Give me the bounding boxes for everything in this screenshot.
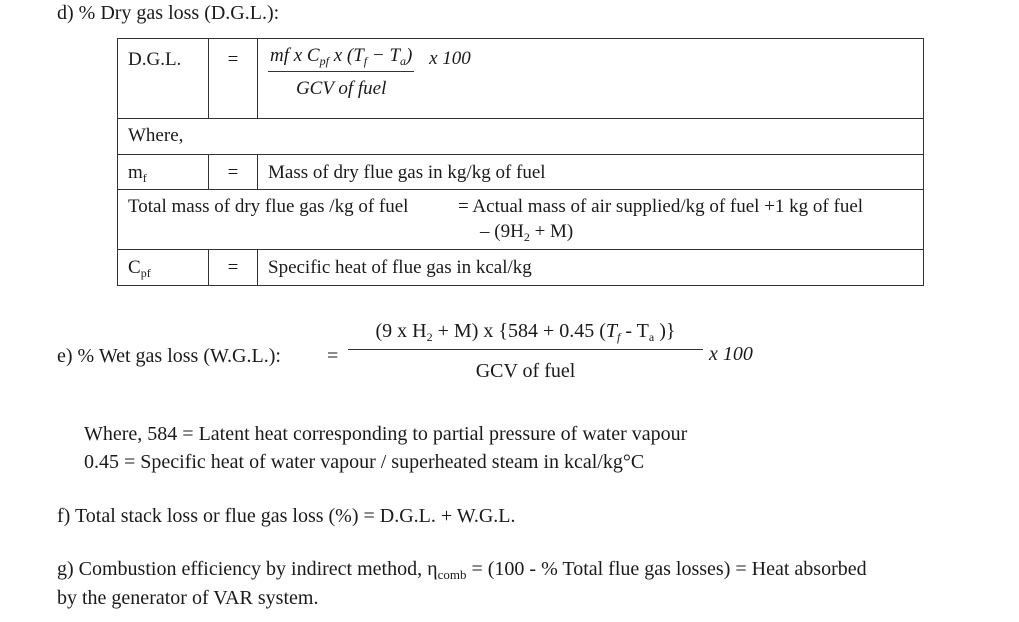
dgl-fraction bbox=[268, 45, 414, 100]
cpf-equals: = bbox=[209, 250, 258, 286]
section-g-line2: by the generator of VAR system. bbox=[57, 587, 319, 609]
dgl-formula bbox=[258, 39, 924, 119]
cpf-description: Specific heat of flue gas in kcal/kg bbox=[258, 250, 924, 286]
cpf-symbol: $C_{pf}$ bbox=[118, 250, 209, 286]
total-mass-row bbox=[118, 190, 924, 250]
section-f-text: f) Total stack loss or flue gas loss (%) = D.G.L. + W.G.L. bbox=[57, 505, 516, 527]
dgl-denominator: GCV of fuel bbox=[295, 78, 387, 99]
where-label: Where, bbox=[118, 119, 924, 155]
dgl-table bbox=[117, 38, 924, 286]
wgl-numerator: (9 x $H_2 + M$) x {584 + 0.45 ($T_f - T_a$ )} bbox=[348, 320, 703, 350]
total-mass-left: Total mass of dry flue gas /kg of fuel bbox=[128, 196, 409, 217]
total-mass-right-1: = Actual mass of air supplied/kg of fuel +1 kg of fuel bbox=[458, 196, 864, 217]
wgl-equals: = bbox=[327, 345, 339, 367]
dgl-label: D.G.L. bbox=[118, 39, 209, 119]
dgl-numerator: mf x $C_{pf}$ x $(T_f - T_a)$ bbox=[268, 45, 414, 72]
wgl-where-1: Where, 584 = Latent heat corresponding to partial pressure of water vapour bbox=[84, 423, 688, 445]
mf-equals: = bbox=[209, 155, 258, 190]
mf-description: Mass of dry flue gas in kg/kg of fuel bbox=[258, 155, 924, 190]
section-g-line1: g) Combustion efficiency by indirect method, $\eta_{comb} = (100$ - % Total flue gas losses) = Heat absorbed bbox=[57, 558, 867, 582]
mf-symbol: $m_f$ bbox=[118, 155, 209, 190]
total-mass-right-2: – $(9H_2 + M)$ bbox=[480, 221, 574, 244]
wgl-multiplier: x 100 bbox=[709, 343, 753, 365]
section-d-heading: d) % Dry gas loss (D.G.L.): bbox=[57, 2, 280, 24]
wgl-where-2: 0.45 = Specific heat of water vapour / superheated steam in kcal/kg°C bbox=[84, 451, 645, 473]
section-e-heading: e) % Wet gas loss (W.G.L.): bbox=[57, 345, 281, 367]
dgl-equals: = bbox=[209, 39, 258, 119]
dgl-multiplier: x 100 bbox=[429, 47, 471, 69]
wgl-denominator: GCV of fuel bbox=[475, 360, 576, 382]
